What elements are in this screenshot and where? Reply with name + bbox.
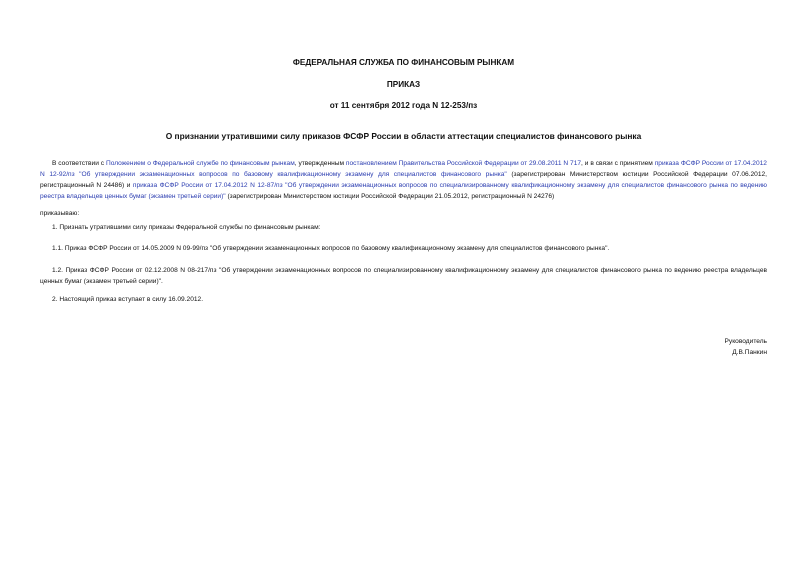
signatory-role: Руководитель bbox=[724, 338, 767, 345]
order-word: приказываю: bbox=[40, 210, 80, 217]
organization-name: ФЕДЕРАЛЬНАЯ СЛУЖБА ПО ФИНАНСОВЫМ РЫНКАМ bbox=[292, 58, 515, 67]
preamble-text-4: (зарегистрирован Министерством юстиции Российской Федерации 07.06.2012, регистрационный N 24486) и bbox=[40, 171, 767, 189]
clause-2: 2. Настоящий приказ вступает в силу 16.09.2012. bbox=[52, 296, 204, 303]
preamble-text-2: , утвержденным bbox=[294, 160, 346, 167]
order-12-92-link[interactable]: приказа ФСФР России от 17.04.2012 N 12-92/пз "Об утверждении экзаменационных вопросов по базовому квалификационному экзамену для специалистов финансового рынка" bbox=[40, 160, 767, 178]
regulation-link[interactable]: Положением о Федеральной службе по финансовым рынкам bbox=[105, 160, 295, 167]
government-decree-link[interactable]: постановлением Правительства Российской Федерации от 29.08.2011 N 717 bbox=[345, 160, 582, 167]
preamble-text-3: , и в связи с принятием bbox=[581, 160, 655, 167]
clause-1: 1. Признать утратившими силу приказы Федеральной службы по финансовым рынкам: bbox=[52, 224, 321, 231]
document-type: ПРИКАЗ bbox=[386, 80, 421, 89]
clause-1-2: 1.2. Приказ ФСФР России от 02.12.2008 N 08-217/пз "Об утверждении экзаменационных вопросов по специализированному квалификационному экзамену для специалистов финансового рынка по ведению реестра владельцев ценных бумаг (экзамен третьей серии)". bbox=[40, 267, 767, 285]
document-title: О признании утратившими силу приказов ФСФР России в области аттестации специалистов финансового рынка bbox=[165, 131, 642, 141]
clause-1-1: 1.1. Приказ ФСФР России от 14.05.2009 N 09-99/пз "Об утверждении экзаменационных вопросов по базовому квалификационному экзамену для специалистов финансового рынка". bbox=[52, 245, 610, 252]
preamble-text-1: В соответствии с bbox=[52, 160, 106, 167]
order-12-87-link[interactable]: приказа ФСФР России от 17.04.2012 N 12-87/пз "Об утверждении экзаменационных вопросов по специализированному квалификационному экзамену для специалистов финансового рынка по ведению реестра владельцев ценных бумаг (экзамен третьей серии)" bbox=[40, 182, 767, 200]
preamble-paragraph bbox=[40, 158, 767, 202]
preamble-text-5: (зарегистрирован Министерством юстиции Российской Федерации 21.05.2012, регистрационный N 24276) bbox=[225, 193, 555, 200]
signatory-name: Д.В.Панкин bbox=[732, 349, 767, 356]
document-page bbox=[40, 0, 767, 571]
document-date-number: от 11 сентября 2012 года N 12-253/пз bbox=[329, 101, 478, 110]
